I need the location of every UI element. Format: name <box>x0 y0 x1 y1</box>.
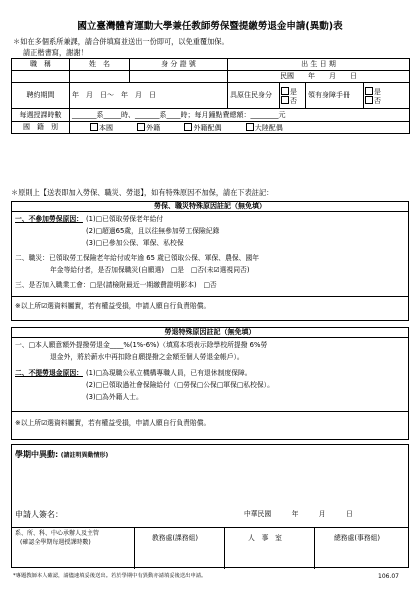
pension-section <box>11 327 409 440</box>
footer-note: *專題教師本人確認，請儘速填妥後送出。若於學期中有異動亦請填妥後送出申請。 <box>13 573 207 579</box>
note-merge: ＊如在多個系所兼課，請合併填寫並送出一份即可，以免重覆加保。 <box>13 37 229 46</box>
applicant-table <box>11 58 410 134</box>
pension-reason-3[interactable]: (3)□為外籍人士。 <box>86 393 143 401</box>
contract-period-label: 聘約期間 <box>12 83 70 109</box>
nat-local-checkbox[interactable] <box>90 123 98 131</box>
id-number-field[interactable] <box>130 71 228 83</box>
reason-3[interactable]: (3)□已參加公保、軍保、私校保 <box>86 239 184 247</box>
reason-2[interactable]: (2)□超過65歲，且以往無參加勞工保險紀錄 <box>86 227 220 235</box>
change-block <box>11 444 409 568</box>
principle-note: ＊原則上【送表即加入勞保、職災、勞退】，如有特殊原因不加保，請在下表註記： <box>11 188 274 197</box>
pension-reason-1[interactable]: (1)□為現職公私立機構專職人員，已有退休制度保障。 <box>86 369 252 377</box>
aboriginal-yes-checkbox[interactable] <box>281 87 289 95</box>
change-textarea[interactable] <box>14 461 408 501</box>
no-pension-reason: 二、不提勞退金原因： <box>15 369 83 377</box>
disability-options[interactable]: 是 否 <box>364 83 410 109</box>
header-job-title: 職 稱 <box>12 59 70 71</box>
header-id-number: 身 分 證 號 <box>130 59 228 71</box>
labor-insurance-section <box>11 201 409 321</box>
birth-date-field[interactable]: 民國 年 月 日 <box>228 71 410 83</box>
form-title: 國立臺灣體育運動大學兼任教師勞保暨提繳勞退金申請(異動)表 <box>77 21 343 32</box>
union-question[interactable]: 三、是否加入職業工會：□是(請檢附最近一期繳費證明影本) □否 <box>15 281 217 289</box>
occupational-injury-line1: 二、職災：已領取勞工保險老年給付或年逾 65 歲已領取公保、軍保、農保、國年 <box>15 254 260 262</box>
nat-foreign-checkbox[interactable] <box>137 123 145 131</box>
voluntary-contribution-line2: 退金外，將於薪水中再扣除自願提撥之金額至個人勞退金帳戶）。 <box>50 353 244 361</box>
no-insurance-reason: 一、不參加勞保原因： <box>15 215 83 223</box>
disability-label: 領有身障手冊 <box>306 83 364 109</box>
pension-reason-2[interactable]: (2)□已領取過社會保險給付（□勞保□公保□軍保□私校保）。 <box>86 381 274 389</box>
sec2-declaration: ※以上所☑選資料屬實，若有權益受損，申請人願自行負責賠償。 <box>15 419 211 427</box>
approval-dept-note: (確認全學期每週授課時數) <box>20 539 91 546</box>
labor-insurance-header: 勞保、職災特殊原因註記（無免填） <box>12 202 408 212</box>
contract-period-field[interactable]: 年 月 日～ 年 月 日 <box>70 83 228 109</box>
nationality-label: 國 籍 別 <box>12 122 70 134</box>
disability-no-checkbox[interactable] <box>365 96 373 104</box>
form-code: 106.07 <box>378 573 399 580</box>
header-name: 姓 名 <box>70 59 130 71</box>
nat-mainland-spouse-checkbox[interactable] <box>246 123 254 131</box>
signature-date[interactable]: 中華民國 年 月 日 <box>244 510 353 518</box>
disability-yes-checkbox[interactable] <box>365 87 373 95</box>
job-title-field[interactable] <box>12 71 70 83</box>
approval-dept-label: 系、所、科、中心承辦人及主管 <box>15 530 100 537</box>
signature-label: 申請人簽名： <box>15 510 63 519</box>
change-label: 學期中異動: (請註明異動情形) <box>15 450 109 459</box>
approval-personnel: 人 事 室 <box>248 534 282 542</box>
aboriginal-options[interactable]: 是 否 <box>280 83 306 109</box>
weekly-hours-label: 每週授課時數 <box>12 109 70 122</box>
nationality-options[interactable]: 本國 外籍 外籍配偶 大陸配偶 <box>70 122 410 134</box>
voluntary-contribution-line1[interactable]: 一、□本人願意額外提撥勞退金____%(1%-6%)（填寫本項表示除學校所提撥 6%勞 <box>15 341 268 349</box>
approval-general: 總務處(事務組) <box>334 534 381 542</box>
signature-field[interactable] <box>102 511 222 521</box>
weekly-hours-field[interactable]: _______系_____時、_______系____時；每月鐘點費總額：________元 <box>70 109 410 122</box>
approval-academic: 教務處(課務組) <box>152 534 199 542</box>
pension-header: 勞退特殊原因註記（無免填） <box>12 328 408 338</box>
name-field[interactable] <box>70 71 130 83</box>
reason-1[interactable]: (1)□已領取勞保老年給付 <box>86 215 164 223</box>
aboriginal-no-checkbox[interactable] <box>281 96 289 104</box>
header-birth-date: 出 生 日 期 <box>228 59 410 71</box>
aboriginal-label: 具原住民身分 <box>228 83 280 109</box>
nat-foreign-spouse-checkbox[interactable] <box>184 123 192 131</box>
note-print: 請正楷書寫，謝謝！ <box>23 48 88 57</box>
occupational-injury-line2[interactable]: 年金等給付者，是否加保職災(自願選) □是 □否(未☑選視同否) <box>50 266 250 274</box>
sec1-declaration: ※以上所☑選資料屬實，若有權益受損，申請人願自行負責賠償。 <box>15 302 211 310</box>
